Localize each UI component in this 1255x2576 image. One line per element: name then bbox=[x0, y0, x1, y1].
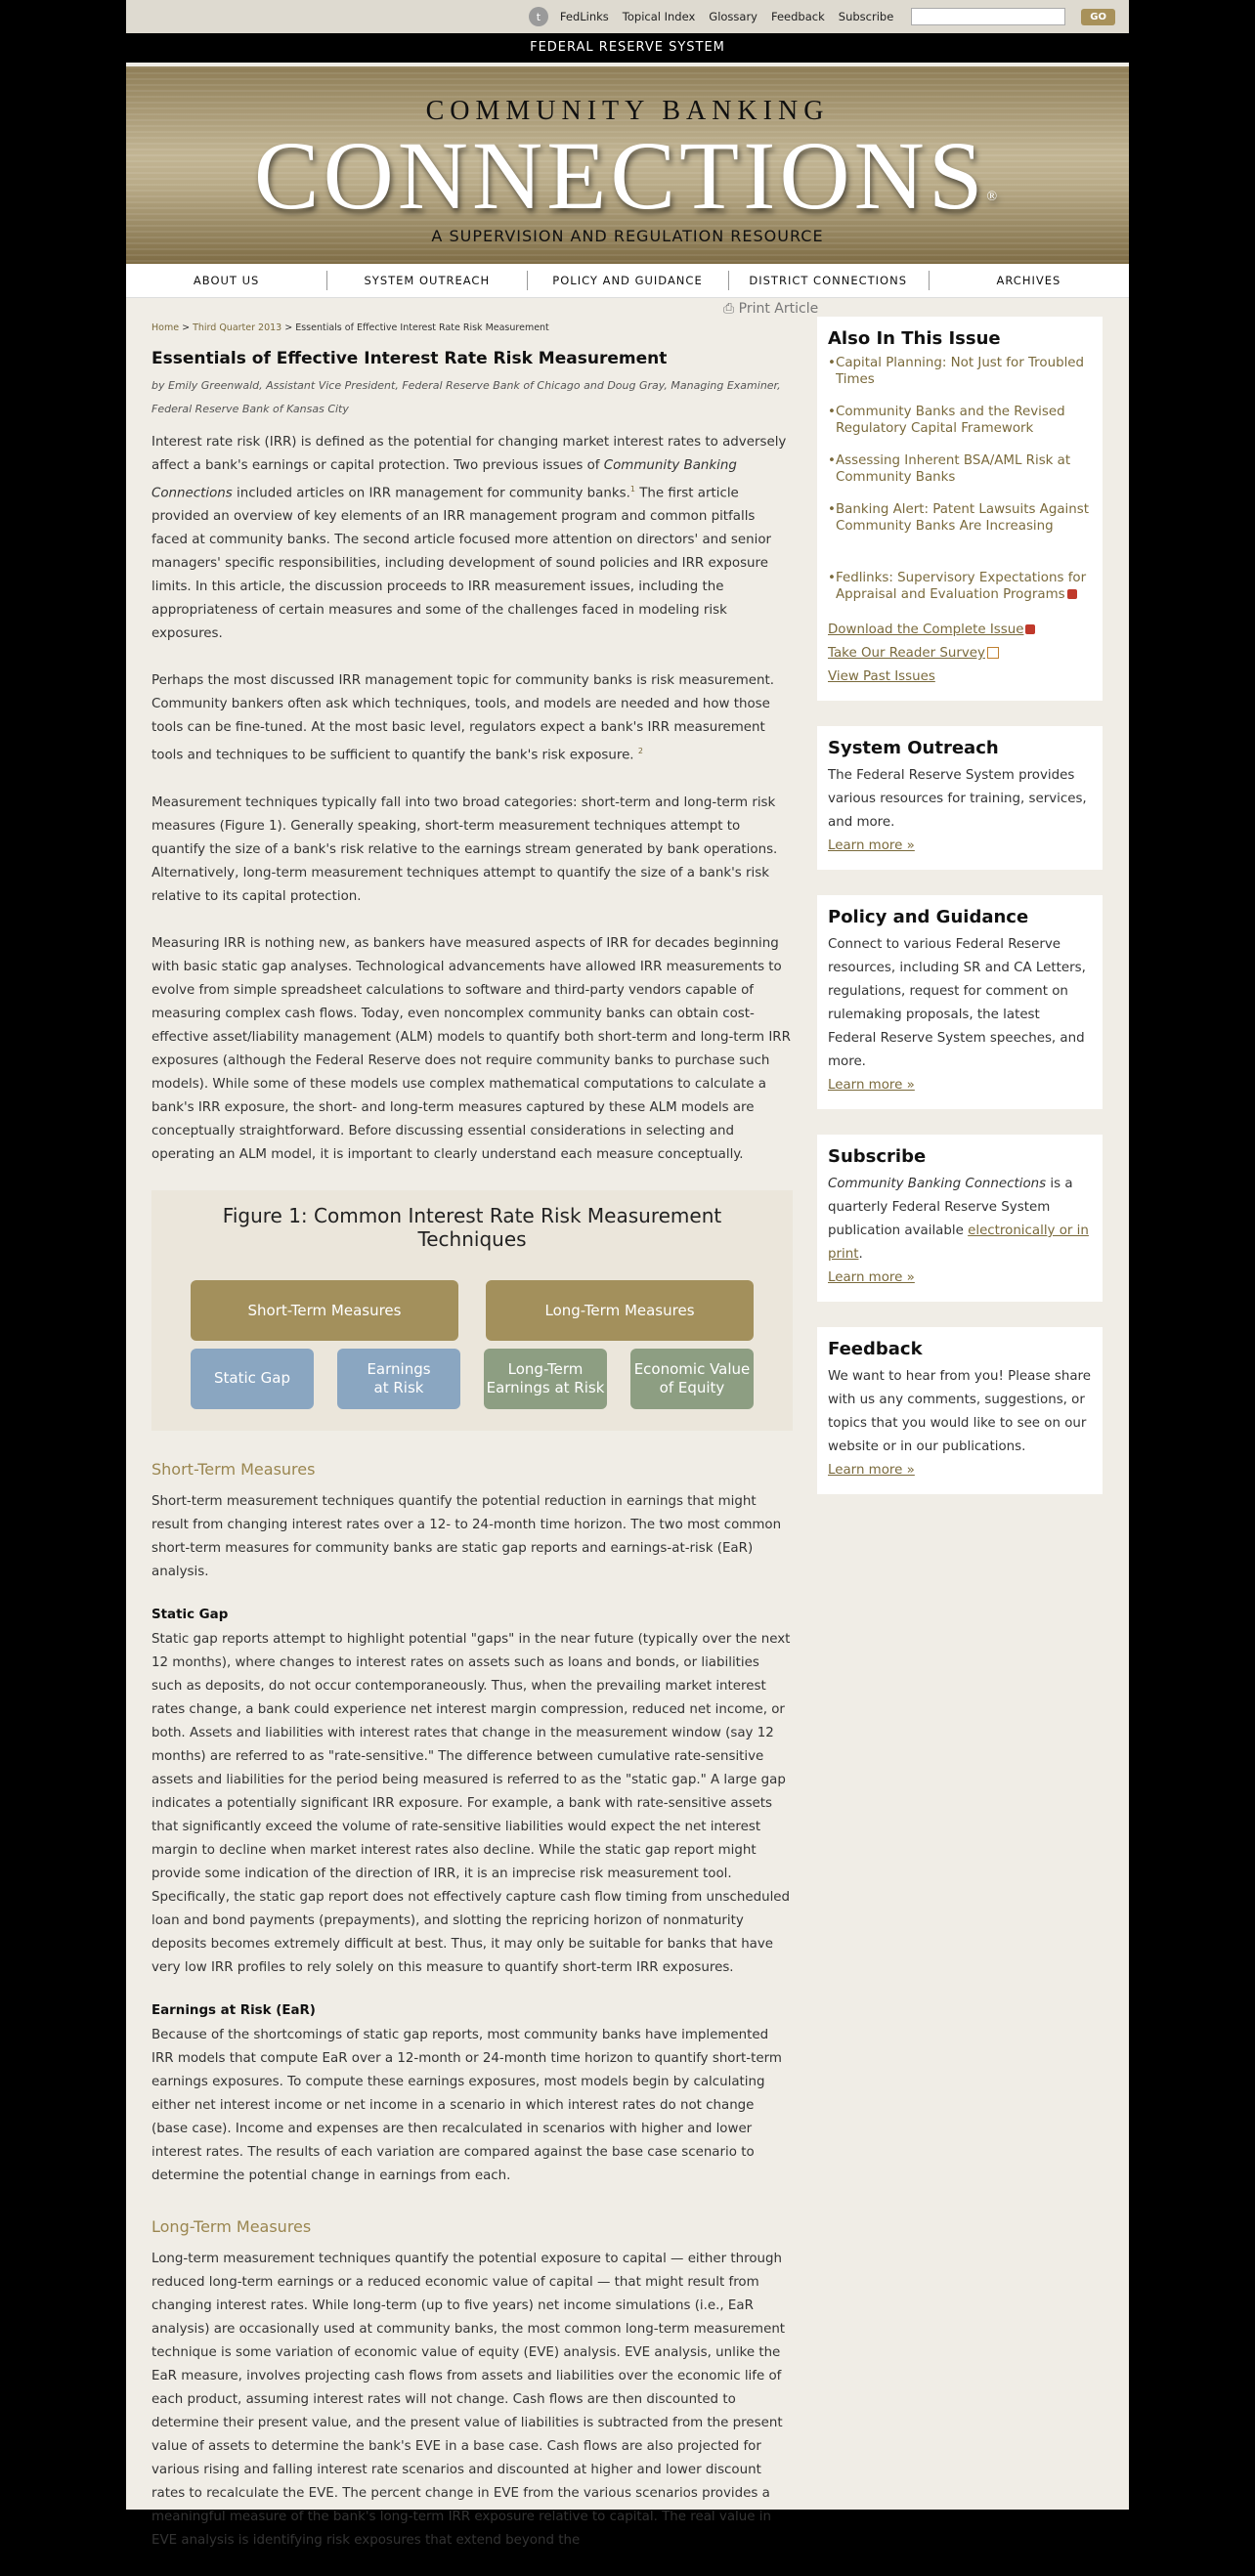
pdf-icon bbox=[1025, 624, 1035, 634]
paragraph-7: Because of the shortcomings of static gap reports, most community banks have implemented IRR models that compute EaR over a 12-month or 24-month time horizon to quantify short-term earnings exposures. To compute these earnings exposures, most models begin by calculating either net interest income or net income in a scenario in which interest rates do not change (base case). Income and expenses are then recalculated in scenarios with higher and lower interest rates. The results of each variation are compared against the base case scenario to determine the potential change in earnings from each. bbox=[151, 2027, 782, 2183]
breadcrumb-current: Essentials of Effective Interest Rate Risk Measurement bbox=[295, 322, 549, 333]
issue-link-fedlinks[interactable]: Fedlinks: Supervisory Expectations for Appraisal and Evaluation Programs bbox=[836, 571, 1087, 602]
masthead-subtitle: A SUPERVISION AND REGULATION RESOURCE bbox=[431, 227, 824, 245]
issue-link-patent-lawsuits[interactable]: Banking Alert: Patent Lawsuits Against Community Banks Are Increasing bbox=[836, 502, 1089, 534]
paragraph-8: Long-term measurement techniques quantify the potential exposure to capital — either through reduced long-term earnings or a reduced economic value of capital — that might result from changing interest rates. While long-term (up to five years) net income simulations (i.e., EaR analysis) are occasionally used at community banks, the most common long-term measurement technique is some variation of economic value of equity (EVE) analysis. EVE analysis, unlike the EaR measure, involves projecting cash flows from assets and liabilities over the economic life of each product, assuming interest rates will not change. Cash flows are then discounted to determine their present value, and the present value of liabilities is subtracted from the present value of assets to determine the bank's EVE in a base case. Cash flows are also projected for various rising and falling interest rate scenarios and discounted at higher and lower discount rates to recalculate the EVE. The percent change in EVE from the various scenarios provides a meaningful measure of the bank's long-term IRR exposure relative to capital. The real value in EVE analysis is identifying risk exposures that extend beyond the bbox=[151, 2251, 786, 2548]
list-item bbox=[836, 404, 1092, 437]
paragraph-6: Static gap reports attempt to highlight potential "gaps" in the near future (typically over the next 12 months), where changes to interest rates on assets such as loans and bonds, or liabilities such as deposits, do not occur contemporaneously. Thus, when the prevailing market interest rates change, a bank could experience net interest margin compression, reduced net income, or both. Assets and liabilities with interest rates that change in the measurement window (say 12 months) are referred to as "rate-sensitive." The difference between cumulative rate-sensitive assets and liabilities for the period being measured is referred to as the "static gap." A large gap indicates a potentially significant IRR exposure. For example, a bank with rate-sensitive assets that significantly exceed the volume of rate-sensitive liabilities would expect the net interest margin to decline when market interest rates also decline. While the static gap report might provide some indication of the direction of IRR, it is an imprecise risk measurement tool. Specifically, the static gap report does not effectively capture cash flow timing from unscheduled loan and bond payments (prepayments), and slotting the repricing horizon of nonmaturity deposits becomes extremely difficult at best. Thus, it may only be suitable for banks that have very low IRR profiles to rely solely on this measure to quantify short-term IRR exposures. bbox=[151, 1631, 791, 1975]
short-term-measures-box: Short-Term Measures bbox=[191, 1280, 458, 1341]
masthead-top: COMMUNITY BANKING bbox=[425, 96, 830, 126]
paragraph-3: Measurement techniques typically fall into two broad categories: short-term and long-term risk measures (Figure 1). Generally speaking, short-term measurement techniques attempt to quantify the size of a bank's risk relative to the earnings stream generated by bank operations. Alternatively, long-term measurement techniques attempt to quantify the size of a bank's risk relative to its capital protection. bbox=[151, 794, 778, 904]
breadcrumb-home[interactable]: Home bbox=[151, 322, 180, 333]
past-issues-link[interactable]: View Past Issues bbox=[828, 669, 935, 684]
outreach-learn-more[interactable]: Learn more » bbox=[828, 838, 915, 853]
page bbox=[126, 0, 1129, 2548]
figure-title: Figure 1: Common Interest Rate Risk Measurement Techniques bbox=[222, 1203, 722, 1251]
static-gap-box: Static Gap bbox=[191, 1349, 314, 1409]
subscribe-learn-more[interactable]: Learn more » bbox=[828, 1270, 915, 1285]
footnote-2-link[interactable]: 2 bbox=[637, 747, 643, 756]
nav-about-us[interactable]: ABOUT US bbox=[193, 274, 260, 287]
article bbox=[151, 303, 793, 2576]
breadcrumb: Home > Third Quarter 2013 > Essentials of Effective Interest Rate Risk Measurement bbox=[151, 322, 549, 333]
breadcrumb-issue[interactable]: Third Quarter 2013 bbox=[193, 322, 282, 333]
nav-archives[interactable]: ARCHIVES bbox=[929, 274, 1129, 287]
policy-text: Connect to various Federal Reserve resources, including SR and CA Letters, regulations, request for comment on rulemaking proposals, the latest Federal Reserve System speeches, and more. bbox=[828, 937, 1086, 1069]
topical-index-link[interactable]: Topical Index bbox=[622, 10, 696, 23]
download-issue-link[interactable]: Download the Complete Issue bbox=[828, 619, 1092, 642]
main-nav bbox=[126, 264, 1129, 298]
paragraph-1: Interest rate risk (IRR) is defined as the potential for changing market interest rates to adversely affect a bank's earnings or capital protection. Two previous issues of Community Banking Connections included articles on IRR management for community banks.$^1$ The first article provided an overview of key elements of an IRR management program and common pitfalls faced at community banks. The second article focused more attention on directors' and senior managers' specific responsibilities, including development of sound policies and IRR exposure limits. In this article, the discussion proceeds to IRR measurement issues, including the appropriateness of certain measures and some of the challenges faced in modeling risk exposures. bbox=[151, 435, 787, 642]
system-outreach-box bbox=[817, 726, 1103, 870]
twitter-icon[interactable]: t bbox=[529, 7, 548, 26]
issue-link-capital-framework[interactable]: Community Banks and the Revised Regulatory Capital Framework bbox=[836, 405, 1065, 436]
short-term-heading: Short-Term Measures bbox=[151, 1459, 316, 1479]
list-item bbox=[836, 452, 1092, 486]
issue-link-capital-planning[interactable]: Capital Planning: Not Just for Troubled Times bbox=[836, 356, 1085, 387]
paragraph-4: Measuring IRR is nothing new, as bankers have measured aspects of IRR for decades beginning with basic static gap analyses. Technological advancements have allowed IRR measurements to evolve from simple spreadsheet calculations to software and third-party vendors capable of measuring complex cash flows. Today, even noncomplex community banks can obtain cost-effective asset/liability management (ALM) models to quantify both short-term and long-term IRR exposures (although the Federal Reserve does not require community banks to purchase such models). While some of these models use complex mathematical computations to calculate a bank's IRR exposure, the short- and long-term measures captured by these ALM models are conceptually straightforward. Before discussing essential considerations in selecting and operating an ALM model, it is important to clearly understand each measure conceptually. bbox=[151, 935, 791, 1162]
pdf-icon bbox=[1067, 589, 1077, 599]
static-gap-heading: Static Gap bbox=[151, 1607, 229, 1622]
subscribe-title: Subscribe bbox=[828, 1146, 927, 1167]
list-item bbox=[836, 355, 1092, 388]
paragraph-5: Short-term measurement techniques quantify the potential reduction in earnings that might result from changing interest rates over a 12- to 24-month time horizon. The two most common short-term measures for community banks are static gap reports and earnings-at-risk (EaR) analysis. bbox=[151, 1493, 782, 1579]
policy-learn-more[interactable]: Learn more » bbox=[828, 1078, 915, 1093]
masthead[interactable] bbox=[126, 66, 1129, 264]
ear-heading: Earnings at Risk (EaR) bbox=[151, 2002, 316, 2018]
go-button[interactable]: GO bbox=[1081, 9, 1115, 25]
subscribe-box bbox=[817, 1135, 1103, 1302]
outreach-title: System Outreach bbox=[828, 738, 999, 758]
also-in-issue-box bbox=[817, 317, 1103, 701]
list-item bbox=[836, 570, 1092, 603]
issue-link-bsa-aml[interactable]: Assessing Inherent BSA/AML Risk at Community Banks bbox=[836, 453, 1071, 485]
eve-box: Economic Value of Equity bbox=[630, 1349, 754, 1409]
nav-district-connections[interactable]: DISTRICT CONNECTIONS bbox=[728, 274, 929, 287]
issue-list bbox=[828, 355, 1092, 603]
long-term-ear-box: Long-Term Earnings at Risk bbox=[484, 1349, 607, 1409]
subscribe-formats-link[interactable]: electronically or in print bbox=[828, 1224, 1089, 1262]
feedback-link[interactable]: Feedback bbox=[771, 10, 825, 23]
list-item bbox=[836, 501, 1092, 535]
also-title: Also In This Issue bbox=[828, 328, 1001, 349]
long-term-heading: Long-Term Measures bbox=[151, 2216, 312, 2236]
earnings-at-risk-box: Earnings at Risk bbox=[337, 1349, 460, 1409]
footnote-1-link[interactable]: 1 bbox=[629, 485, 635, 494]
subscribe-link[interactable]: Subscribe bbox=[838, 10, 894, 23]
utility-bar bbox=[126, 0, 1129, 33]
feedback-learn-more[interactable]: Learn more » bbox=[828, 1463, 915, 1478]
reader-survey-link[interactable]: Take Our Reader Survey bbox=[828, 642, 1092, 665]
outreach-text: The Federal Reserve System provides various resources for training, services, and more. bbox=[828, 768, 1087, 830]
system-label: FEDERAL RESERVE SYSTEM bbox=[126, 33, 1129, 63]
glossary-link[interactable]: Glossary bbox=[709, 10, 757, 23]
fedlinks-link[interactable]: FedLinks bbox=[559, 10, 609, 23]
policy-guidance-box bbox=[817, 895, 1103, 1109]
subscribe-text: Community Banking Connections is a quarterly Federal Reserve System publication available electronically or in print. bbox=[828, 1177, 1089, 1262]
printer-icon: ⎙ bbox=[723, 301, 735, 317]
feedback-title: Feedback bbox=[828, 1339, 923, 1359]
search-input[interactable] bbox=[911, 8, 1065, 25]
sidebar bbox=[817, 317, 1103, 1520]
policy-title: Policy and Guidance bbox=[828, 907, 1029, 927]
nav-system-outreach[interactable]: SYSTEM OUTREACH bbox=[326, 274, 527, 287]
nav-policy-guidance[interactable]: POLICY AND GUIDANCE bbox=[527, 274, 727, 287]
external-link-icon bbox=[987, 647, 999, 659]
paragraph-2: Perhaps the most discussed IRR management topic for community banks is risk measurement. Community bankers often ask which techniques, tools, and models are needed and how those tools can be fine-tuned. At the most basic level, regulators expect a bank's IRR measurement tools and techniques to be sufficient to quantify the bank's risk exposure. $^2$ bbox=[151, 673, 774, 763]
feedback-box bbox=[817, 1327, 1103, 1494]
article-title: Essentials of Effective Interest Rate Risk Measurement bbox=[151, 349, 668, 368]
long-term-measures-box: Long-Term Measures bbox=[486, 1280, 754, 1341]
feedback-text: We want to hear from you! Please share with us any comments, suggestions, or topics that you would like to see on our website or in our publications. bbox=[828, 1369, 1091, 1454]
byline: by Emily Greenwald, Assistant Vice President, Federal Reserve Bank of Chicago and Doug Gray, Managing Examiner, Federal Reserve Bank of Kansas City bbox=[151, 379, 781, 415]
figure-1 bbox=[151, 1190, 793, 1431]
print-article-link[interactable]: ⎙ Print Article bbox=[723, 301, 819, 317]
masthead-title: CONNECTIONS® bbox=[253, 121, 1002, 230]
